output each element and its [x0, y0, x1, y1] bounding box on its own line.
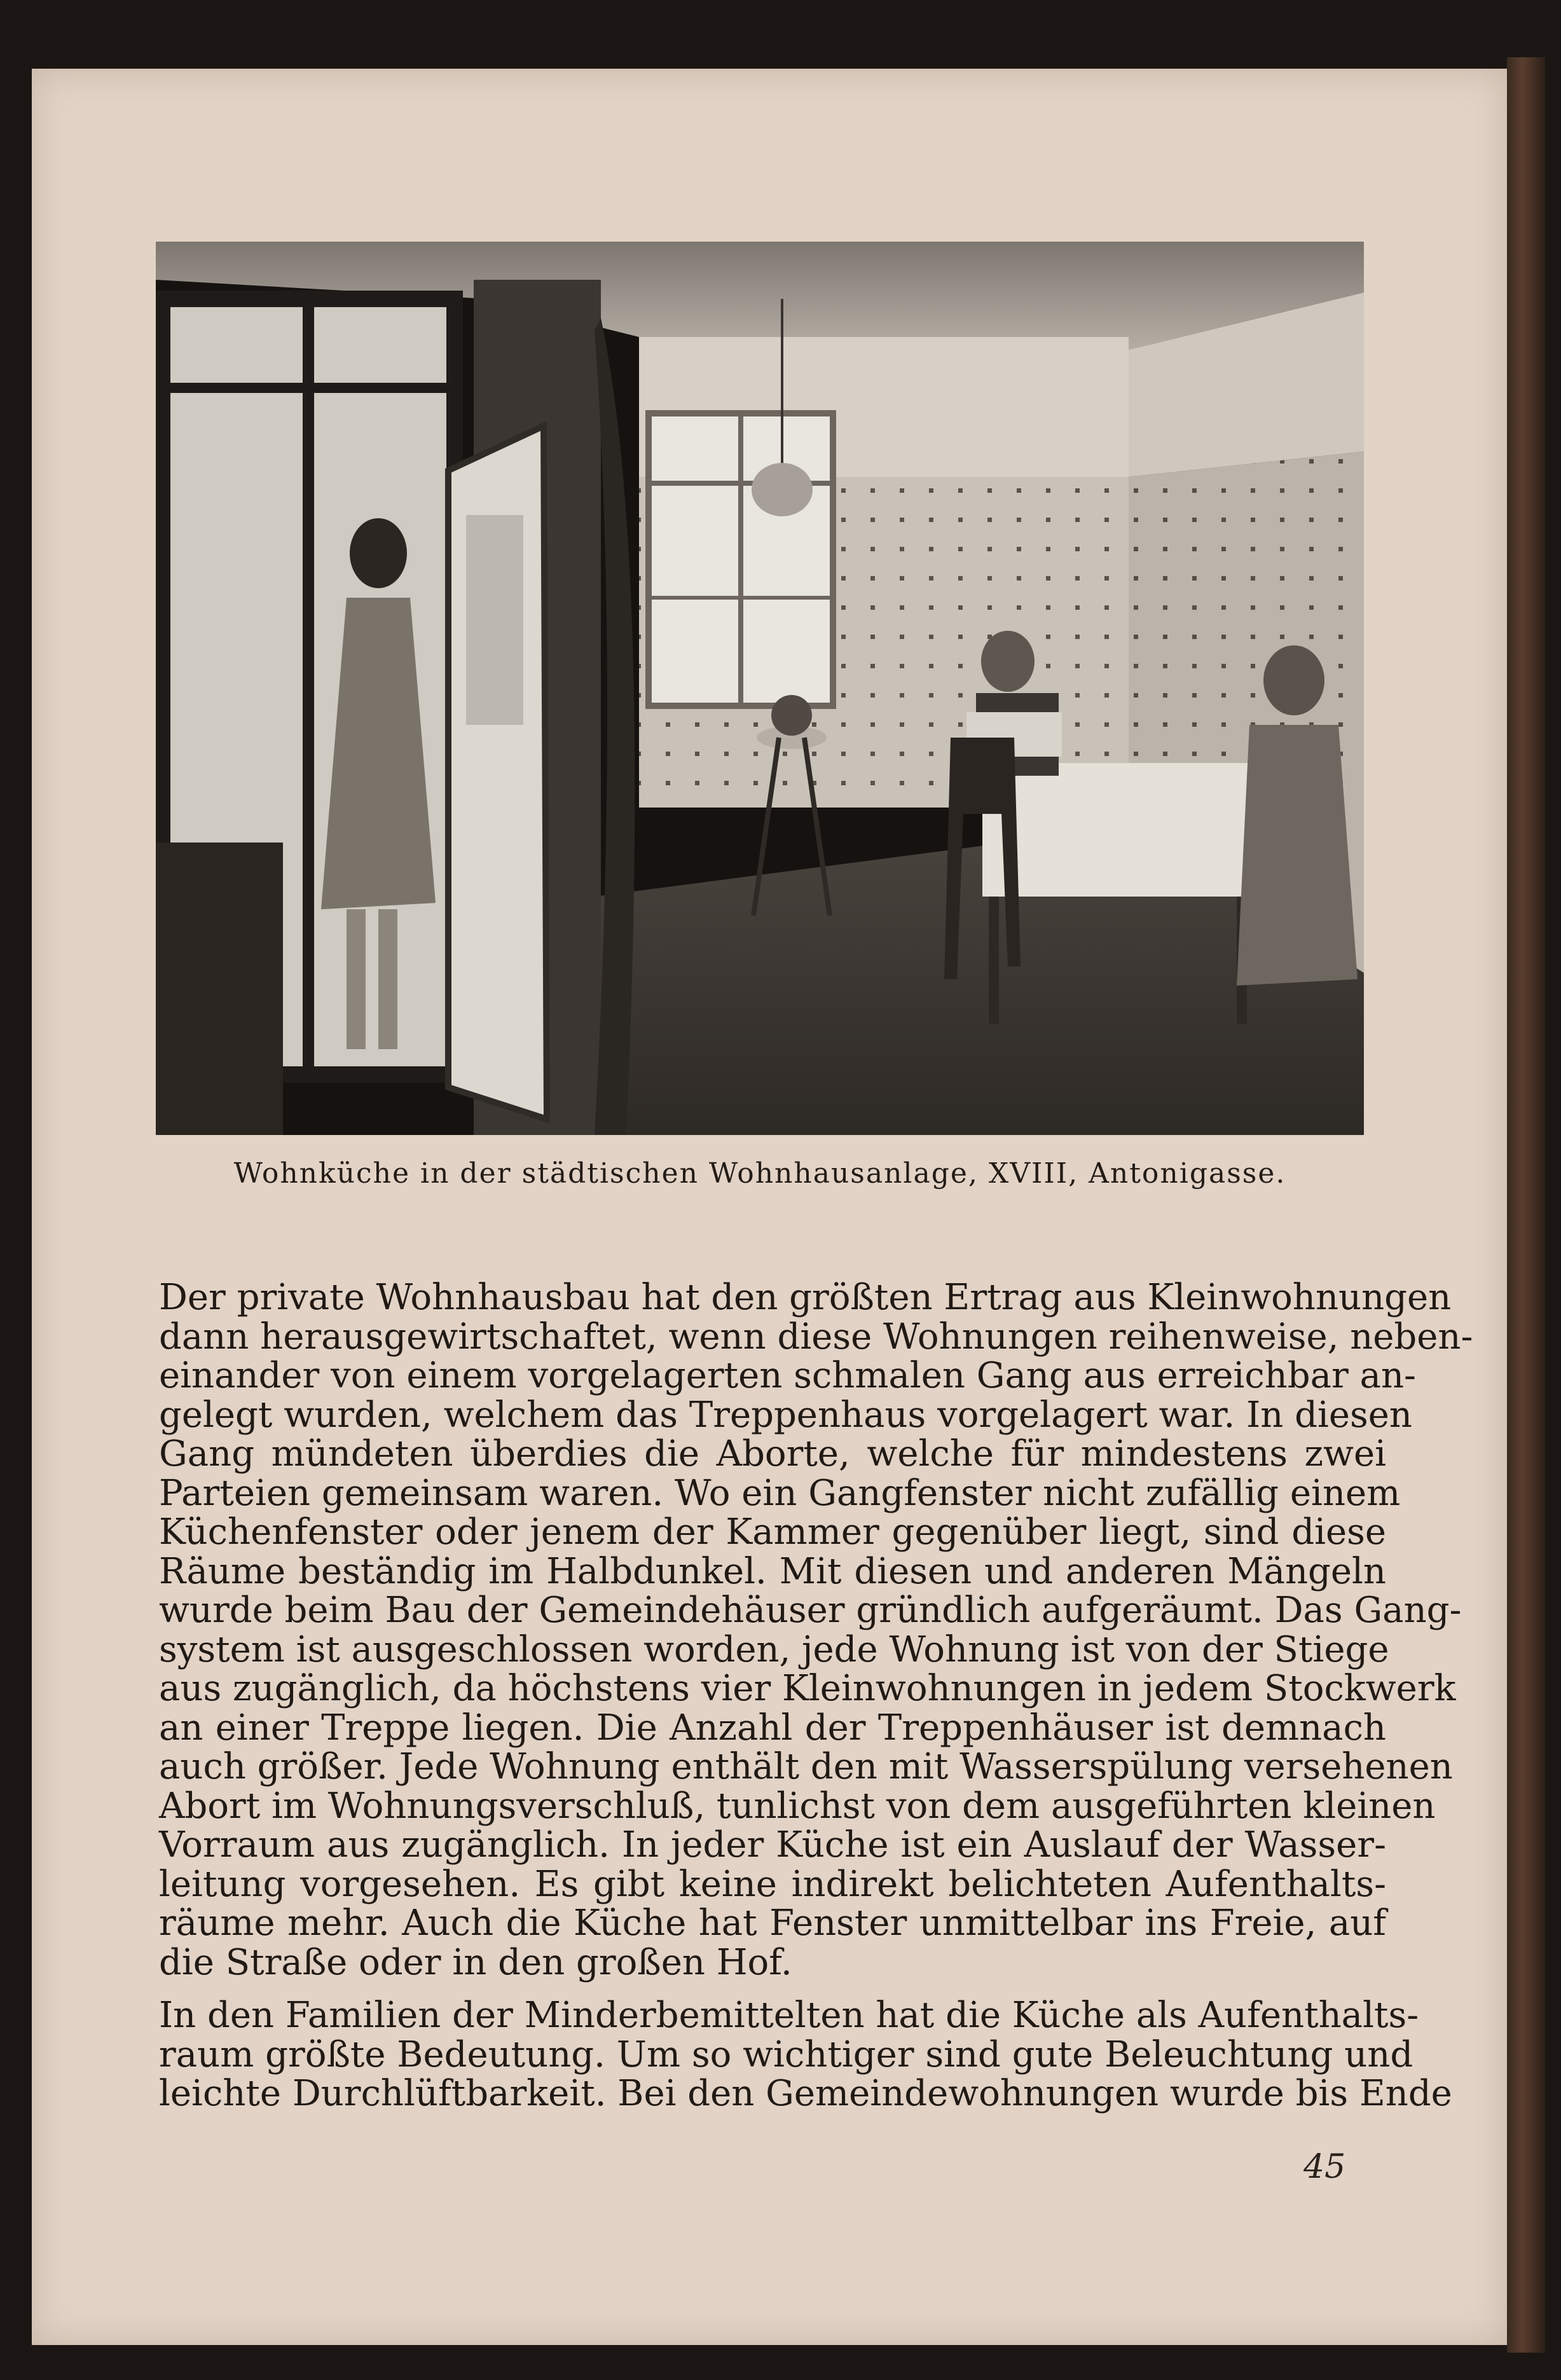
- text-line: leitung vorgesehen. Es gibt keine indirekt belichteten Aufenthalts-: [159, 1863, 1386, 1905]
- paragraph-2: [159, 1995, 1452, 2114]
- paragraph-gap: [159, 1982, 1386, 1996]
- text-line: Gang mündeten überdies die Aborte, welche für mindestens zwei: [159, 1433, 1386, 1475]
- body-text: [159, 1277, 1473, 2114]
- text-line: Der private Wohnhausbau hat den größten Ertrag aus Kleinwohnungen: [159, 1277, 1452, 1318]
- text-line: einander von einem vorgelagerten schmalen Gang aus erreichbar an-: [159, 1355, 1416, 1396]
- text-line: die Straße oder in den großen Hof.: [159, 1941, 792, 1983]
- text-line: auch größer. Jede Wohnung enthält den mit Wasserspülung versehenen: [159, 1746, 1453, 1787]
- text-line: Küchenfenster oder jenem der Kammer gegenüber liegt, sind diese: [159, 1511, 1386, 1553]
- text-line: gelegt wurden, welchem das Treppenhaus vorgelagert war. In diesen: [159, 1394, 1412, 1436]
- text-line: Vorraum aus zugänglich. In jeder Küche ist ein Auslauf der Wasser-: [159, 1824, 1386, 1866]
- paragraph-1: [159, 1277, 1473, 1983]
- text-line: system ist ausgeschlossen worden, jede Wohnung ist von der Stiege: [159, 1628, 1389, 1670]
- book-edge: [1507, 57, 1545, 2353]
- text-line: raum größte Bedeutung. Um so wichtiger sind gute Beleuchtung und: [159, 2033, 1413, 2075]
- photo-caption: Wohnküche in der städtischen Wohnhausanlage, XVIII, Antonigasse.: [233, 1157, 1286, 1190]
- text-line: leichte Durchlüftbarkeit. Bei den Gemeindewohnungen wurde bis Ende: [159, 2073, 1452, 2114]
- kitchen-photo: [156, 242, 1364, 1135]
- text-line: Parteien gemeinsam waren. Wo ein Gangfenster nicht zufällig einem: [159, 1472, 1401, 1514]
- text-line: wurde beim Bau der Gemeindehäuser gründlich aufgeräumt. Das Gang-: [159, 1590, 1462, 1631]
- text-line: Abort im Wohnungsverschluß, tunlichst von dem ausgeführten kleinen: [159, 1785, 1436, 1827]
- text-line: In den Familien der Minderbemittelten hat die Küche als Aufenthalts-: [159, 1995, 1419, 2036]
- text-line: aus zugänglich, da höchstens vier Kleinwohnungen in jedem Stockwerk: [159, 1668, 1456, 1709]
- text-line: dann herausgewirtschaftet, wenn diese Wohnungen reihenweise, neben-: [159, 1316, 1473, 1358]
- photo-kitchen-scene-icon: [156, 242, 1364, 1135]
- text-line: an einer Treppe liegen. Die Anzahl der Treppenhäuser ist demnach: [159, 1707, 1386, 1749]
- page-number: 45: [1303, 2148, 1346, 2186]
- text-line: räume mehr. Auch die Küche hat Fenster unmittelbar ins Freie, auf: [159, 1902, 1386, 1944]
- text-line: Räume beständig im Halbdunkel. Mit diesen und anderen Mängeln: [159, 1550, 1386, 1592]
